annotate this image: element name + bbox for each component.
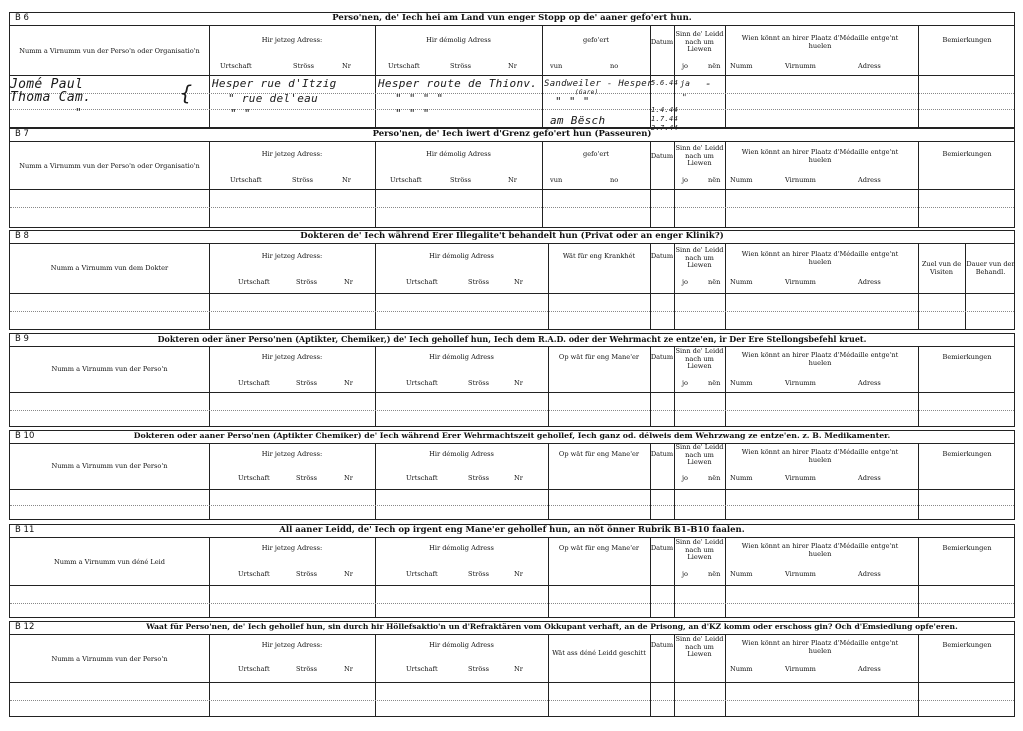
col-numm-label: Numm (730, 379, 753, 387)
sub-urtschaft: Urtschaft (220, 62, 252, 70)
handwritten-date: 1.4.44 (651, 106, 679, 114)
col-alive-label: Sinn de' Leidd nach um Liewen (675, 538, 724, 561)
sub-urtschaft: Urtschaft (238, 278, 270, 286)
col-nen-label: nën (708, 379, 721, 387)
sub-stross: Ströss (296, 570, 318, 578)
sub-nr: Nr (342, 62, 351, 70)
handwritten-former-address: " " " (395, 107, 430, 120)
handwritten-name: Jomé Paul (10, 77, 84, 92)
section-b6 (9, 12, 1015, 132)
sub-stross: Ströss (468, 474, 490, 482)
col-medal-label: Wien könnt an hirer Plaatz d'Médaille entge'nt huelen (741, 250, 899, 266)
sub-nr: Nr (514, 379, 523, 387)
sub-urtschaft: Urtschaft (238, 665, 270, 673)
sub-urtschaft: Urtschaft (388, 62, 420, 70)
col-medal-label: Wien könnt an hirer Plaatz d'Médaille entge'nt huelen (741, 351, 899, 367)
col-virnumm-label: Virnumm (785, 474, 816, 482)
handwritten-current-address: " rue del'eau (228, 92, 318, 105)
sub-urtschaft: Urtschaft (238, 570, 270, 578)
handwritten-current-address: Hesper rue d'Itzig (212, 77, 337, 90)
sub-urtschaft: Urtschaft (406, 474, 438, 482)
col-medal-label: Wien könnt an hirer Plaatz d'Médaille entge'nt huelen (741, 34, 899, 50)
col-virnumm-label: Virnumm (785, 278, 816, 286)
section-title: Perso'nen, de' Iech hei am Land vun enger Stopp op de' aaner gefo'ert hun. (332, 13, 692, 23)
handwritten-from-to: am Bësch (550, 114, 606, 127)
col-gefoert-label: gefo'ert (582, 36, 610, 44)
col-former-address-label: Hir démolig Adress (429, 641, 494, 649)
sub-nr: Nr (514, 570, 523, 578)
col-datum-label: Datum (650, 252, 674, 260)
sub-urtschaft: Urtschaft (238, 379, 270, 387)
handwritten-from-to: Sandweiler - Hesper (544, 79, 653, 89)
handwritten-date: 5.6.44 (651, 79, 679, 87)
sub-urtschaft: Urtschaft (406, 379, 438, 387)
col-jo-label: jo (682, 278, 689, 286)
col-adress-label: Adress (858, 570, 881, 578)
sub-nr: Nr (508, 176, 517, 184)
col-numm-label: Numm (730, 278, 753, 286)
col-remarks-label: Bemierkungen (942, 353, 992, 361)
col-name-label: Numm a Virnumm vun der Perso'n (51, 655, 168, 663)
col-name-label: Numm a Virnumm vun der Perso'n (51, 462, 168, 470)
sub-nr: Nr (344, 278, 353, 286)
sub-stross: Ströss (296, 278, 318, 286)
sub-stross: Ströss (296, 379, 318, 387)
sub-stross: Ströss (296, 474, 318, 482)
sub-nr: Nr (344, 570, 353, 578)
sub-stross: Ströss (450, 62, 472, 70)
section-b7 (9, 128, 1015, 228)
col-adress-label: Adress (858, 474, 881, 482)
col-what-happened-label: Wät ass déné Leidd geschitt (552, 649, 646, 657)
col-current-address-label: Hir jetzeg Adress: (261, 353, 323, 361)
col-no-label: no (610, 62, 619, 70)
col-datum-label: Datum (650, 544, 674, 552)
section-b9 (9, 333, 1015, 427)
col-remarks-label: Bemierkungen (942, 36, 992, 44)
sub-nr: Nr (508, 62, 517, 70)
sub-urtschaft: Urtschaft (230, 176, 262, 184)
col-alive-label: Sinn de' Leidd nach um Liewen (675, 347, 724, 370)
sub-urtschaft: Urtschaft (406, 665, 438, 673)
sub-urtschaft: Urtschaft (238, 474, 270, 482)
col-current-address-label: Hir jetzeg Adress: (261, 641, 323, 649)
section-id: B 8 (15, 231, 29, 241)
col-former-address-label: Hir démolig Adress (426, 150, 491, 158)
col-virnumm-label: Virnumm (785, 379, 816, 387)
col-numm-label: Numm (730, 570, 753, 578)
sub-nr: Nr (344, 665, 353, 673)
sub-stross: Ströss (296, 665, 318, 673)
col-vun-label: vun (550, 176, 563, 184)
col-name-label: Numm a Virnumm vun der Perso'n oder Organisatio'n (19, 162, 200, 170)
handwritten-dash: - (705, 77, 712, 90)
col-manner-label: Op wät für eng Mane'er (558, 450, 640, 458)
handwritten-former-address: " " " " (395, 92, 444, 105)
section-id: B 11 (15, 525, 35, 535)
handwritten-current-address: " " (230, 107, 251, 120)
col-manner-label: Op wät für eng Mane'er (558, 544, 640, 552)
section-id: B 10 (15, 431, 35, 441)
section-title: All aaner Leidd, de' Iech op irgent eng Mane'er gehollef hun, an nöt önner Rubrik B1-B10 faalen. (279, 525, 745, 535)
sub-stross: Ströss (293, 62, 315, 70)
sub-stross: Ströss (468, 278, 490, 286)
handwritten-date: 1.7.44 (651, 115, 679, 123)
col-alive-label: Sinn de' Leidd nach um Liewen (675, 635, 724, 658)
col-former-address-label: Hir démolig Adress (429, 353, 494, 361)
col-former-address-label: Hir démolig Adress (429, 544, 494, 552)
section-b10 (9, 430, 1015, 520)
col-jo-label: jo (682, 570, 689, 578)
col-remarks-label: Bemierkungen (942, 450, 992, 458)
col-jo-label: jo (682, 379, 689, 387)
sub-stross: Ströss (468, 570, 490, 578)
col-adress-label: Adress (858, 62, 881, 70)
col-medal-label: Wien könnt an hirer Plaatz d'Médaille entge'nt huelen (741, 542, 899, 558)
col-alive-label: Sinn de' Leidd nach um Liewen (675, 443, 724, 466)
sub-stross: Ströss (450, 176, 472, 184)
handwritten-from-to: " " " (555, 95, 590, 108)
col-virnumm-label: Virnumm (785, 62, 816, 70)
col-virnumm-label: Virnumm (785, 570, 816, 578)
col-datum-label: Datum (650, 641, 674, 649)
col-jo-label: jo (682, 62, 689, 70)
sub-nr: Nr (514, 665, 523, 673)
col-numm-label: Numm (730, 62, 753, 70)
col-remarks-label: Bemierkungen (942, 544, 992, 552)
handwritten-name: Thoma Cam. (10, 90, 92, 105)
col-medal-label: Wien könnt an hirer Plaatz d'Médaille entge'nt huelen (741, 148, 899, 164)
col-alive-label: Sinn de' Leidd nach um Liewen (675, 144, 724, 167)
col-current-address-label: Hir jetzeg Adress: (261, 450, 323, 458)
section-title: Perso'nen, de' Iech iwert d'Grenz gefo'ert hun (Passeuren) (372, 129, 652, 139)
handwritten-alive: " (682, 93, 688, 102)
col-alive-label: Sinn de' Leidd nach um Liewen (675, 30, 724, 53)
sub-stross: Ströss (468, 665, 490, 673)
col-nen-label: nën (708, 62, 721, 70)
col-gefoert-label: gefo'ert (582, 150, 610, 158)
handwritten-date: 2.7.44 (651, 124, 679, 132)
col-name-label: Numm a Virnumm vun der Perso'n oder Organisatio'n (19, 47, 200, 55)
sub-urtschaft: Urtschaft (390, 176, 422, 184)
sub-nr: Nr (344, 474, 353, 482)
col-numm-label: Numm (730, 665, 753, 673)
section-id: B 9 (15, 334, 29, 344)
section-title: Dokteren oder aaner Perso'nen (Aptikter Chemiker) de' Iech während Erer Wehrmachtszeit gehollef, Iech ganz od. délweis dem Wehrzwang ze entze'en. z. B. Medikamenter. (133, 431, 891, 440)
col-former-address-label: Hir démolig Adress (426, 36, 491, 44)
col-medal-label: Wien könnt an hirer Plaatz d'Médaille entge'nt huelen (741, 448, 899, 464)
col-illness-label: Wät für eng Krankhét (562, 252, 636, 260)
col-name-label: Numm a Virnumm vun der Perso'n (51, 365, 168, 373)
col-visits-label: Zuel vun de Visiten (921, 260, 962, 276)
handwritten-alive: ja (680, 79, 691, 88)
section-id: B 7 (15, 129, 29, 139)
col-manner-label: Op wät für eng Mane'er (558, 353, 640, 361)
col-alive-label: Sinn de' Leidd nach um Liewen (675, 246, 724, 269)
col-virnumm-label: Virnumm (785, 176, 816, 184)
col-remarks-label: Bemierkungen (942, 641, 992, 649)
col-vun-label: vun (550, 62, 563, 70)
col-datum-label: Datum (650, 353, 674, 361)
section-id: B 12 (15, 622, 35, 632)
col-nen-label: nën (708, 278, 721, 286)
section-title: Dokteren oder äner Perso'nen (Aptikter, Chemiker,) de' Iech gehollef hun, Iech dem R.A.D. oder der Wehrmacht ze entze'en, ir Der Ere Stellongsbefehl kruet. (157, 334, 867, 344)
col-jo-label: jo (682, 474, 689, 482)
handwritten-ditto: " (75, 106, 82, 119)
handwritten-former-address: Hesper route de Thionv. (378, 77, 538, 90)
sub-nr: Nr (344, 379, 353, 387)
col-remarks-label: Bemierkungen (942, 150, 992, 158)
sub-stross: Ströss (292, 176, 314, 184)
col-virnumm-label: Virnumm (785, 665, 816, 673)
col-numm-label: Numm (730, 474, 753, 482)
col-numm-label: Numm (730, 176, 753, 184)
sub-urtschaft: Urtschaft (406, 570, 438, 578)
sub-urtschaft: Urtschaft (406, 278, 438, 286)
col-adress-label: Adress (858, 176, 881, 184)
col-current-address-label: Hir jetzeg Adress: (261, 36, 323, 44)
col-former-address-label: Hir démolig Adress (429, 450, 494, 458)
sub-nr: Nr (342, 176, 351, 184)
col-datum-label: Datum (650, 152, 674, 160)
col-name-label: Numm a Virnumm vun déné Leid (54, 558, 165, 566)
section-b12 (9, 621, 1015, 717)
col-current-address-label: Hir jetzeg Adress: (261, 252, 323, 260)
sub-nr: Nr (514, 474, 523, 482)
col-duration-label: Dauer vun der Behandl. (966, 260, 1015, 276)
col-adress-label: Adress (858, 379, 881, 387)
col-nen-label: nën (708, 176, 721, 184)
col-medal-label: Wien könnt an hirer Plaatz d'Médaille entge'nt huelen (741, 639, 899, 655)
col-doctor-name-label: Numm a Virnumm vun dem Dokter (50, 264, 169, 272)
section-title: Waat für Perso'nen, de' Iech gehollef hun, sin durch hir Höllefsaktio'n un d'Refraktären vom Okkupant verhaft, an de Prisong, an d'KZ komm oder erschoss gin? Och d'Emsiedlung opfe'eren. (146, 622, 958, 631)
col-nen-label: nën (708, 570, 721, 578)
section-id: B 6 (15, 13, 29, 23)
sub-stross: Ströss (468, 379, 490, 387)
col-nen-label: nën (708, 474, 721, 482)
handwritten-from-to-note: (Gare) (575, 89, 599, 96)
section-title: Dokteren de' Iech während Erer Illegalite't behandelt hun (Privat oder an enger Klinik?) (300, 231, 724, 241)
col-no-label: no (610, 176, 619, 184)
col-jo-label: jo (682, 176, 689, 184)
section-b8 (9, 230, 1015, 330)
col-datum-label: Datum (650, 38, 674, 46)
handwritten-brace: { (180, 81, 193, 105)
col-adress-label: Adress (858, 278, 881, 286)
section-b11 (9, 524, 1015, 618)
col-adress-label: Adress (858, 665, 881, 673)
col-former-address-label: Hir démolig Adress (429, 252, 494, 260)
col-datum-label: Datum (650, 450, 674, 458)
col-current-address-label: Hir jetzeg Adress: (261, 150, 323, 158)
col-current-address-label: Hir jetzeg Adress: (261, 544, 323, 552)
sub-nr: Nr (514, 278, 523, 286)
